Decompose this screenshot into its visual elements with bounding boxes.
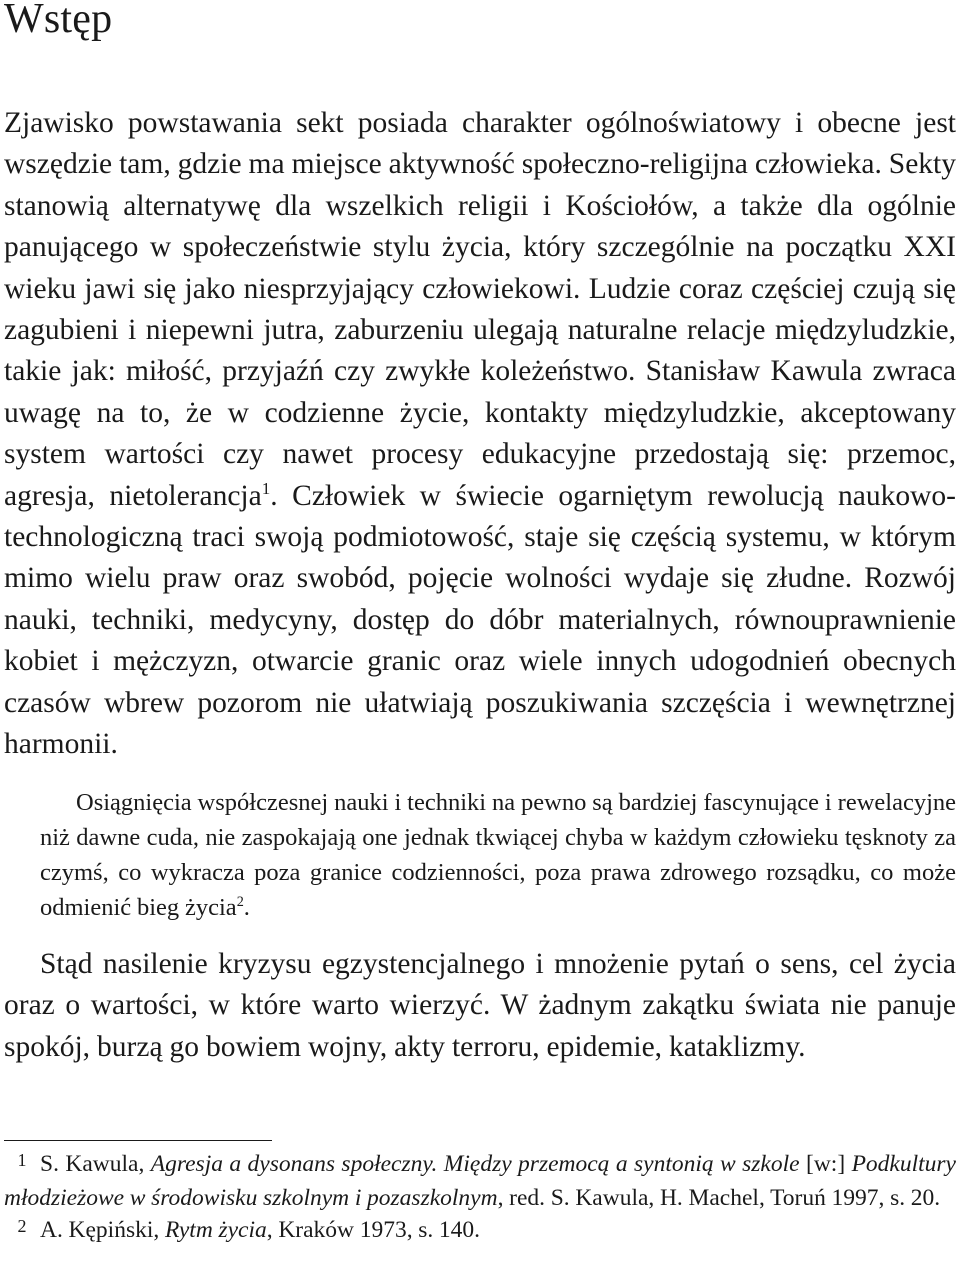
footnote-title: Agresja a dysonans społeczny. Między przemocą a syntonią w szkole — [150, 1151, 800, 1177]
footnote-source: Podkultury młodzieżowe w środowisku szkolnym i pozaszkolnym — [4, 1151, 956, 1211]
footnote-tail: , Kraków 1973, s. 140. — [266, 1217, 481, 1243]
body-paragraph-2 — [4, 944, 956, 1068]
footnote-middle: [w:] — [799, 1151, 852, 1177]
quote-end: . — [243, 894, 250, 921]
footnote-title: Rytm życia — [164, 1217, 267, 1243]
page-title: Wstęp — [4, 0, 113, 42]
footnotes — [4, 1148, 956, 1248]
paragraph-1-text-continued: . Człowiek w świecie ogarniętym rewolucją naukowo-technologiczną traci swoją podmiotowość, staje się częścią systemu, w którym mimo wielu praw oraz swobód, pojęcie wolności wydaje się złudne. Rozwój nauki, techniki, medycyny, dostęp do dóbr materialnych, równouprawnienie kobiet i mężczyzn, otwarcie granic oraz wiele innych udogodnień obecnych czasów wbrew pozorom nie ułatwiają poszukiwania szczęścia i wewnętrznej harmonii. — [4, 479, 956, 761]
footnote-number: 2 — [17, 1216, 27, 1236]
footnote-author: A. Kępiński, — [40, 1217, 165, 1243]
footnote-number: 1 — [17, 1150, 27, 1170]
quote-text: Osiągnięcia współczesnej nauki i techniki na pewno są bardziej fascynujące i rewelacyjne niż dawne cuda, nie zaspokajają one jednak tkwiącej chyba w każdym człowieku tęsknoty za czymś, co wykracza poza granice codzienności, poza prawa zdrowego rozsądku, co może odmienić bieg życia — [40, 789, 956, 921]
footnote-separator — [4, 1140, 272, 1141]
body-paragraph-1 — [4, 103, 956, 766]
block-quote — [40, 785, 956, 925]
footnote-ref-2[interactable]: 2 — [236, 893, 244, 910]
footnote-tail: , red. S. Kawula, H. Machel, Toruń 1997, s. 20. — [497, 1184, 941, 1211]
footnote-ref-1[interactable]: 1 — [261, 478, 271, 498]
paragraph-1-text: Zjawisko powstawania sekt posiada charakter ogólnoświatowy i obecne jest wszędzie tam, gdzie ma miejsce aktywność społeczno-religijna człowieka. Sekty stanowią alternatywę dla wszelkich religii i Kościołów, a także dla ogólnie panującego w społeczeństwie stylu życia, który szczególnie na początku XXI wieku jawi się jako niesprzyjający człowiekowi. Ludzie coraz częściej czują się zagubieni i niepewni jutra, zaburzeniu ulegają naturalne relacje międzyludzkie, takie jak: miłość, przyjaźń czy zwykłe koleżeństwo. Stanisław Kawula zwraca uwagę na to, że w codzienne życie, kontakty międzyludzkie, akceptowany system wartości czy nawet procesy edukacyjne przedostają się: przemoc, agresja, nietolerancja — [4, 107, 956, 512]
footnote-1 — [4, 1148, 956, 1214]
footnote-2 — [4, 1214, 956, 1248]
footnote-author: S. Kawula, — [40, 1151, 151, 1177]
paragraph-2-text: Stąd nasilenie kryzysu egzystencjalnego i mnożenie pytań o sens, cel życia oraz o wartości, w które warto wierzyć. W żadnym zakątku świata nie panuje spokój, burzą go bowiem wojny, akty terroru, epidemie, kataklizmy. — [4, 948, 956, 1063]
